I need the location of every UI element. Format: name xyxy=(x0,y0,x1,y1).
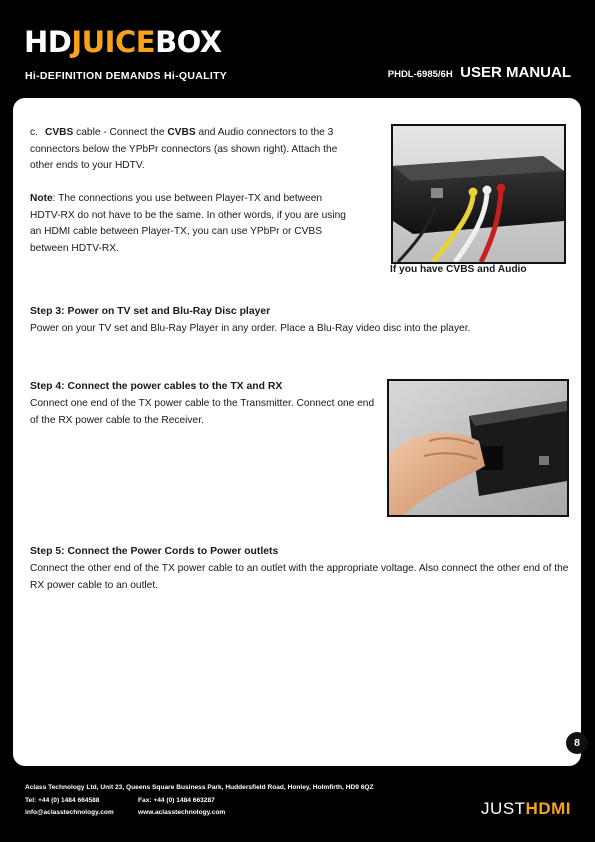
logo-hd: HD xyxy=(24,25,72,59)
brand-hdmi: HDMI xyxy=(525,799,571,818)
logo-box: BOX xyxy=(155,25,222,59)
footer-website[interactable]: www.aclasstechnology.com xyxy=(138,809,226,816)
step-4-body: Connect one end of the TX power cable to the Transmitter. Connect one end of the RX power cable to the Receiver. xyxy=(30,398,375,426)
manual-title xyxy=(388,64,571,82)
footer-address: Aclass Technology Ltd, Unit 23, Queens Square Business Park, Huddersfield Road, Honley, Holmfirth, HD9 6QZ xyxy=(25,784,374,791)
step-4-heading: Step 4: Connect the power cables to the TX and RX xyxy=(30,381,283,392)
note-label: Note xyxy=(30,193,53,204)
page-number-badge: 8 xyxy=(566,732,588,754)
power-cable-photo xyxy=(387,379,569,517)
item-c-text-1: cable - Connect the xyxy=(73,127,168,138)
footer-email[interactable]: info@aclasstechnology.com xyxy=(25,809,114,816)
footer xyxy=(0,770,595,842)
hd-juicebox-logo xyxy=(24,25,222,59)
photo-caption: If you have CVBS and Audio xyxy=(390,264,527,275)
logo-juice: JUICE xyxy=(71,25,156,59)
cvbs-audio-photo xyxy=(391,124,566,264)
step-5-body: Connect the other end of the TX power cable to an outlet with the appropriate voltage. Also connect the other end of the RX power cable to an outlet. xyxy=(30,563,569,591)
user-manual-label: USER MANUAL xyxy=(460,64,571,81)
power-cable-photo-graphic xyxy=(389,381,567,515)
tagline: Hi-DEFINITION DEMANDS Hi-QUALITY xyxy=(25,70,228,82)
note-text: : The connections you use between Player-TX and between HDTV-RX do not have to be the same. In other words, if you are using an HDMI cable between Player-TX, you can use YPbPr or CVBS between HDTV-RX. xyxy=(30,193,346,254)
model-code: PHDL-6985/6H xyxy=(387,69,453,80)
page-content xyxy=(13,98,581,766)
cvbs-audio-photo-graphic xyxy=(393,126,564,262)
item-c-marker: c. xyxy=(30,127,38,138)
footer-tel: Tel: +44 (0) 1484 664588 xyxy=(25,797,100,804)
footer-fax: Fax: +44 (0) 1484 663287 xyxy=(138,797,215,804)
step-3-body: Power on your TV set and Blu-Ray Player in any order. Place a Blu-Ray video disc into the player. xyxy=(30,323,471,334)
item-c-bold-cvbs-1: CVBS xyxy=(45,127,74,138)
item-c-text-2: and Audio connectors to the 3 connectors below the YPbPr connectors (as shown right). Attach the other ends to your HDTV. xyxy=(30,127,338,171)
step-3-heading: Step 3: Power on TV set and Blu-Ray Disc player xyxy=(30,306,271,317)
note-paragraph xyxy=(30,191,355,257)
justhdmi-logo xyxy=(481,799,571,819)
header xyxy=(0,0,595,100)
item-c-bold-cvbs-2: CVBS xyxy=(167,127,196,138)
item-c-paragraph xyxy=(30,125,348,175)
brand-just: JUST xyxy=(481,799,526,818)
step-5-heading: Step 5: Connect the Power Cords to Power outlets xyxy=(30,546,279,557)
